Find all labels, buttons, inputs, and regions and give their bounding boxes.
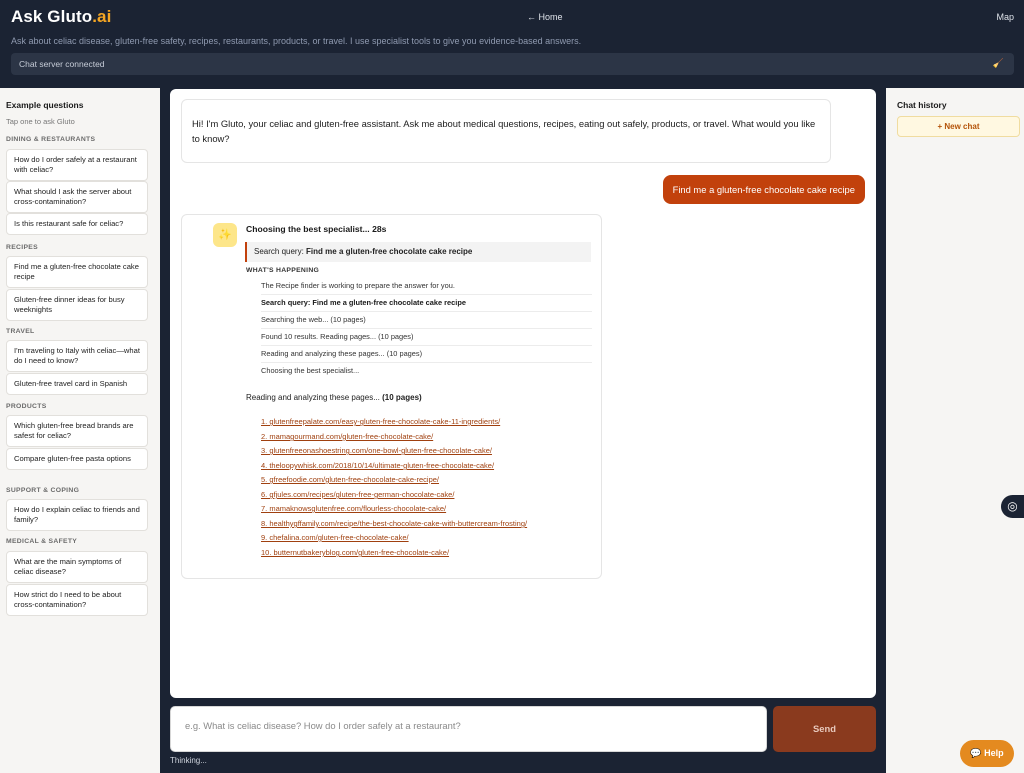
example-question-button[interactable]: I'm traveling to Italy with celiac—what do I need to know? (6, 340, 148, 372)
section-label-dining: DINING & RESTAURANTS (6, 136, 96, 143)
section-label-recipes: RECIPES (6, 244, 38, 251)
app-logo[interactable] (11, 7, 111, 27)
sidebar-subtitle: Tap one to ask Gluto (6, 117, 75, 126)
chat-panel (170, 89, 876, 698)
reading-count: (10 pages) (382, 393, 422, 402)
chat-history-sidebar (886, 88, 1024, 773)
progress-step: Choosing the best specialist... (261, 366, 360, 375)
progress-title: Choosing the best specialist... 28s (246, 224, 387, 234)
section-label-products: PRODUCTS (6, 403, 47, 410)
bot-greeting-message: Hi! I'm Gluto, your celiac and gluten-free assistant. Ask me about medical questions, recipes, eating out safely, products, or travel. What would you like to know? (181, 99, 831, 163)
example-question-button[interactable]: How do I order safely at a restaurant with celiac? (6, 149, 148, 181)
source-link[interactable]: 3. glutenfreeonashoestring.com/one-bowl-gluten-free-chocolate-cake/ (261, 446, 492, 455)
example-question-button[interactable]: Is this restaurant safe for celiac? (6, 213, 148, 235)
send-button[interactable]: Send (773, 706, 876, 752)
section-label-medical: MEDICAL & SAFETY (6, 538, 78, 545)
progress-step: Reading and analyzing these pages... (10 pages) (261, 349, 592, 363)
source-link[interactable]: 2. mamagourmand.com/gluten-free-chocolate-cake/ (261, 432, 434, 441)
home-link[interactable]: ← Home (527, 12, 563, 22)
reading-label: Reading and analyzing these pages... (246, 393, 380, 402)
sidebar-title: Example questions (6, 100, 84, 110)
message-input[interactable]: e.g. What is celiac disease? How do I order safely at a restaurant? (170, 706, 767, 752)
source-link[interactable]: 7. mamaknowsglutenfree.com/flourless-chocolate-cake/ (261, 504, 447, 513)
thinking-status: Thinking... (170, 756, 207, 765)
example-question-button[interactable]: Find me a gluten-free chocolate cake recipe (6, 256, 148, 288)
progress-card (181, 214, 602, 579)
whats-happening-heading: WHAT'S HAPPENING (246, 267, 320, 274)
source-link[interactable]: 9. chefalina.com/gluten-free-chocolate-cake/ (261, 533, 409, 542)
progress-step: The Recipe finder is working to prepare the answer for you. (261, 281, 592, 295)
search-query-box (245, 242, 591, 262)
chat-bubble-icon: 💬 (970, 748, 982, 758)
example-question-button[interactable]: Compare gluten-free pasta options (6, 448, 148, 470)
example-question-button[interactable]: What are the main symptoms of celiac disease? (6, 551, 148, 583)
map-link[interactable]: Map (996, 12, 1014, 22)
progress-step: Search query: Find me a gluten-free chocolate cake recipe (261, 298, 592, 312)
example-question-button[interactable]: How do I explain celiac to friends and family? (6, 499, 148, 531)
source-link[interactable]: 4. theloopywhisk.com/2018/10/14/ultimate-gluten-free-chocolate-cake/ (261, 461, 495, 470)
source-link[interactable]: 8. healthygffamily.com/recipe/the-best-chocolate-cake-with-buttercream-frosting/ (261, 519, 528, 528)
progress-step: Found 10 results. Reading pages... (10 pages) (261, 332, 592, 346)
logo-suffix: .ai (92, 7, 112, 26)
query-label: Search query: (254, 247, 304, 256)
source-link[interactable]: 5. gfreefoodie.com/gluten-free-chocolate-cake-recipe/ (261, 475, 440, 484)
source-link[interactable]: 1. glutenfreepalate.com/easy-gluten-free-chocolate-cake-11-ingredients/ (261, 417, 501, 426)
app-header (0, 0, 1024, 88)
help-label: Help (984, 748, 1004, 758)
connection-status-text: Chat server connected (19, 59, 105, 69)
example-questions-sidebar (0, 88, 160, 773)
example-question-button[interactable]: Gluten-free dinner ideas for busy weeknights (6, 289, 148, 321)
section-label-travel: TRAVEL (6, 328, 35, 335)
connection-status-bar (11, 53, 1014, 75)
source-link[interactable]: 6. gfjules.com/recipes/gluten-free-german-chocolate-cake/ (261, 490, 455, 499)
chat-history-title: Chat history (897, 100, 947, 110)
tagline: Ask about celiac disease, gluten-free safety, recipes, restaurants, products, or travel. I use specialist tools to give you evidence-based answers. (11, 36, 582, 46)
example-question-button[interactable]: How strict do I need to be about cross-contamination? (6, 584, 148, 616)
user-message: Find me a gluten-free chocolate cake recipe (663, 175, 865, 204)
help-button[interactable] (960, 740, 1014, 767)
accessibility-widget-icon[interactable]: ◎ (1001, 495, 1024, 518)
sparkle-avatar-icon: ✨ (213, 223, 237, 247)
progress-step: Searching the web... (10 pages) (261, 315, 592, 329)
broom-icon[interactable]: 🧹 (992, 58, 1004, 68)
example-question-button[interactable]: Gluten-free travel card in Spanish (6, 373, 148, 395)
source-link[interactable]: 10. butternutbakeryblog.com/gluten-free-chocolate-cake/ (261, 548, 450, 557)
logo-text: Ask Gluto (11, 7, 93, 26)
example-question-button[interactable]: Which gluten-free bread brands are safest for celiac? (6, 415, 148, 447)
section-label-support: SUPPORT & COPING (6, 487, 80, 494)
new-chat-button[interactable]: + New chat (897, 116, 1020, 137)
reading-heading (246, 393, 422, 402)
query-value: Find me a gluten-free chocolate cake recipe (306, 247, 473, 256)
example-question-button[interactable]: What should I ask the server about cross-contamination? (6, 181, 148, 213)
